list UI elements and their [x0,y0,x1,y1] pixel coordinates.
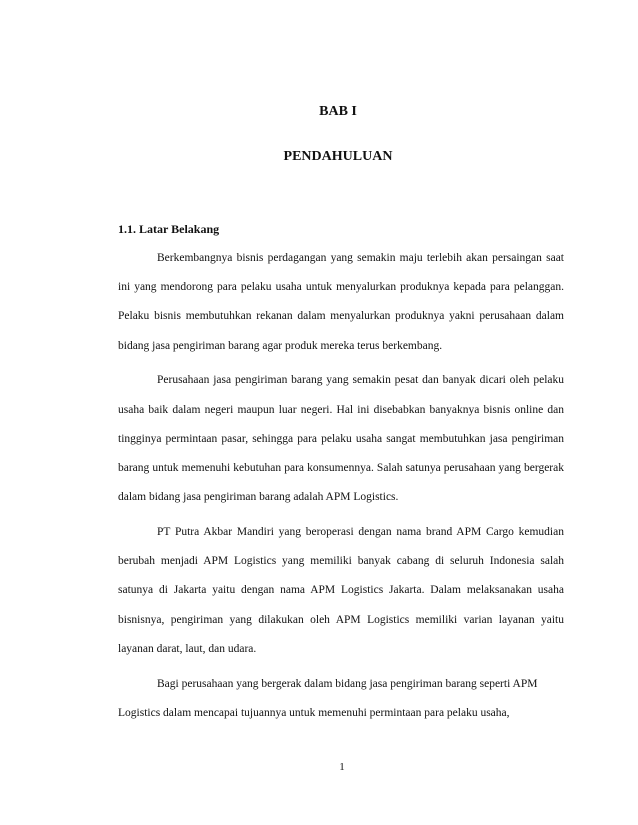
paragraph-2: Perusahaan jasa pengiriman barang yang semakin pesat dan banyak dicari oleh pelaku usaha baik dalam negeri maupun luar negeri. Hal ini disebabkan banyaknya bisnis online dan tingginya permintaan pasar, sehingga para pelaku usaha sangat membutuhkan jasa pengiriman barang untuk memenuhi kebutuhan para konsumennya. Salah satunya perusahaan yang bergerak dalam bidang jasa pengiriman barang adalah APM Logistics. [118,374,564,504]
section-heading: 1.1. Latar Belakang [118,222,220,236]
chapter-number: BAB I [319,104,357,119]
paragraph-4: Bagi perusahaan yang bergerak dalam bidang jasa pengiriman barang seperti APM Logistics dalam mencapai tujuannya untuk memenuhi permintaan para pelaku usaha, [118,677,538,719]
page-number: 1 [339,761,345,773]
paragraph-1: Berkembangnya bisnis perdagangan yang semakin maju terlebih akan persaingan saat ini yang mendorong para pelaku usaha untuk menyalurkan produknya kepada para pelanggan. Pelaku bisnis membutuhkan rekanan dalam menyalurkan produknya yakni perusahaan dalam bidang jasa pengiriman barang agar produk mereka terus berkembang. [118,252,564,352]
paragraph-3: PT Putra Akbar Mandiri yang beroperasi dengan nama brand APM Cargo kemudian berubah menjadi APM Logistics yang memiliki banyak cabang di seluruh Indonesia salah satunya di Jakarta yaitu dengan nama APM Logistics Jakarta. Dalam melaksanakan usaha bisnisnya, pengiriman yang dilakukan oleh APM Logistics memiliki varian layanan yaitu layanan darat, laut, dan udara. [118,526,564,655]
body-text [118,244,564,734]
chapter-title: PENDAHULUAN [283,149,393,164]
